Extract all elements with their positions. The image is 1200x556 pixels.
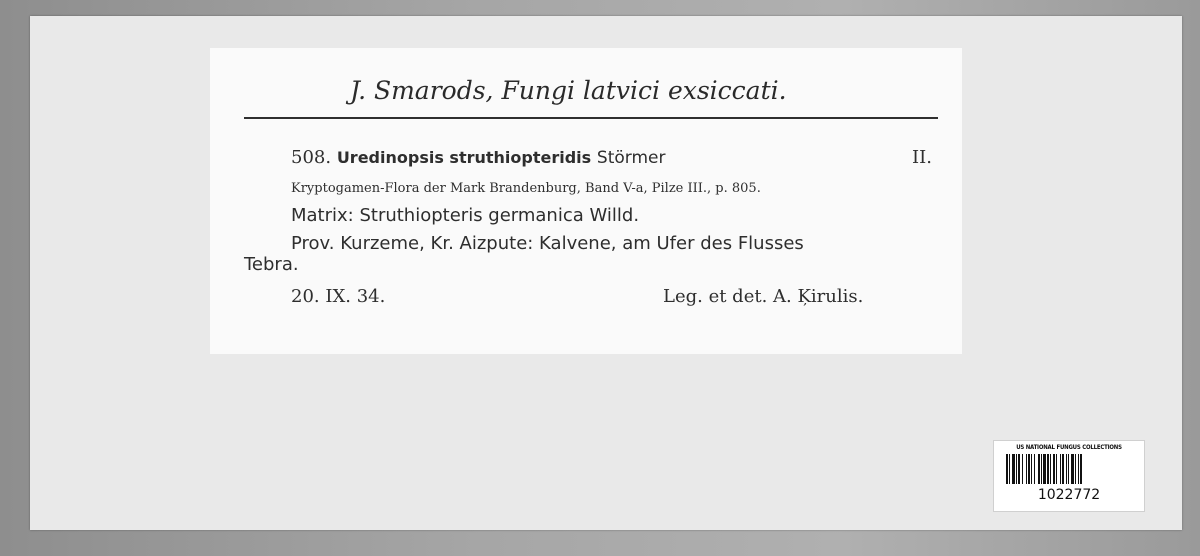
spore-stage: II.: [912, 147, 932, 168]
locality-line-1: Prov. Kurzeme, Kr. Aizpute: Kalvene, am Ufer des Flusses: [291, 233, 804, 254]
label-title: J. Smarods, Fungi latvici exsiccati.: [350, 76, 787, 105]
collector-text: Leg. et det. A. Ķirulis.: [663, 286, 864, 307]
barcode-label: [993, 440, 1145, 512]
collection-date: 20. IX. 34.: [291, 286, 386, 307]
species-author: Störmer: [596, 148, 666, 168]
barcode-heading: US NATIONAL FUNGUS COLLECTIONS: [1016, 444, 1122, 451]
matrix-text: Matrix: Struthiopteris germanica Willd.: [291, 205, 640, 226]
specimen-line: [291, 147, 665, 168]
barcode-number: 1022772: [1037, 487, 1101, 503]
title-rule: [244, 117, 938, 119]
literature-reference: Kryptogamen-Flora der Mark Brandenburg, Band V-a, Pilze III., p. 805.: [291, 181, 761, 196]
locality-line-2: Tebra.: [244, 254, 299, 275]
specimen-number: 508.: [291, 147, 332, 168]
barcode-icon: [1006, 454, 1132, 484]
species-name: Uredinopsis struthiopteridis: [336, 148, 592, 167]
